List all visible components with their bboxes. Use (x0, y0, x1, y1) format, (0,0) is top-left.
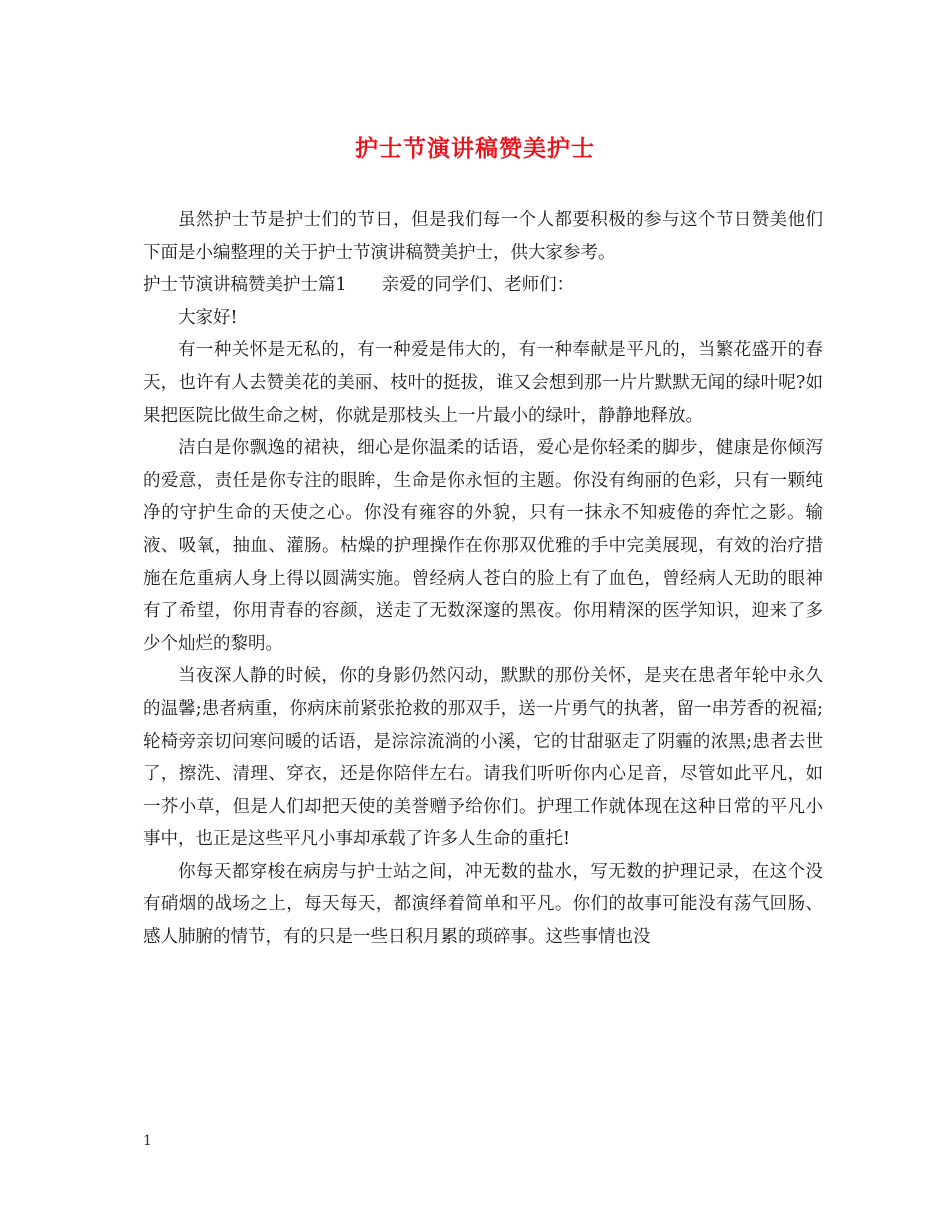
greeting-line: 大家好! (178, 307, 238, 328)
body-paragraph: 有一种关怀是无私的，有一种爱是伟大的，有一种奉献是平凡的，当繁花盛开的春天，也许有人去赞美花的美丽、枝叶的挺拔，谁又会想到那一片片默默无闻的绿叶呢?如果把医院比做生命之树，你就是那枝头上一片最小的绿叶，静静地释放。 (143, 340, 823, 426)
document-body (143, 204, 823, 954)
body-paragraph: 你每天都穿梭在病房与护士站之间，冲无数的盐水，写无数的护理记录，在这个没有硝烟的战场之上，每天每天，都演绎着简单和平凡。你们的故事可能没有荡气回肠、感人肺腑的情节，有的只是一些日积月累的琐碎事。这些事情也没 (143, 861, 823, 948)
document-title: 护士节演讲稿赞美护士 (355, 135, 595, 162)
section-heading-line: 护士节演讲稿赞美护士篇1 亲爱的同学们、老师们： (143, 275, 575, 296)
page-number: 1 (143, 1133, 152, 1149)
body-paragraph: 洁白是你飘逸的裙袂，细心是你温柔的话语，爱心是你轻柔的脚步，健康是你倾泻的爱意，责任是你专注的眼眸，生命是你永恒的主题。你没有绚丽的色彩，只有一颗纯净的守护生命的天使之心。你没有雍容的外貌，只有一抹永不知疲倦的奔忙之影。输液、吸氧，抽血、灌肠。枯燥的护理操作在你那双优雅的手中完美展现，有效的治疗措施在危重病人身上得以圆满实施。曾经病人苍白的脸上有了血色，曾经病人无助的眼神有了希望，你用青春的容颜，送走了无数深邃的黑夜。你用精深的医学知识，迎来了多少个灿烂的黎明。 (143, 438, 823, 654)
body-paragraph: 当夜深人静的时候，你的身影仍然闪动，默默的那份关怀，是夹在患者年轮中永久的温馨;患者病重，你病床前紧张抢救的那双手，送一片勇气的执著，留一串芳香的祝福;轮椅旁亲切问寒问暖的话语，是淙淙流淌的小溪，它的甘甜驱走了阴霾的浓黑;患者去世了，擦洗、清理、穿衣，还是你陪伴左右。请我们听听你内心足音，尽管如此平凡，如一芥小草，但是人们却把天使的美誉赠予给你们。护理工作就体现在这种日常的平凡小事中，也正是这些平凡小事却承载了许多人生命的重托! (143, 666, 823, 850)
intro-paragraph: 虽然护士节是护士们的节日，但是我们每一个人都要积极的参与这个节日赞美他们下面是小编整理的关于护士节演讲稿赞美护士，供大家参考。 (143, 210, 823, 263)
